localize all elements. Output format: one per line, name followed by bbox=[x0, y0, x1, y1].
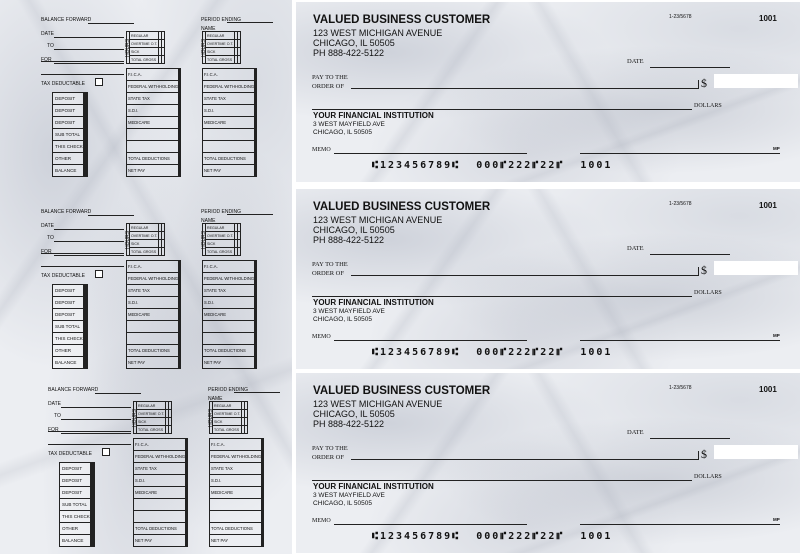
total-deductions-label-right: TOTAL DEDUCTIONS bbox=[210, 523, 262, 535]
register-row bbox=[60, 463, 95, 475]
register-row bbox=[60, 535, 95, 547]
bank-address-line-2: CHICAGO, IL 50505 bbox=[313, 316, 373, 323]
amount-box[interactable] bbox=[714, 445, 798, 459]
total-deductions-label: TOTAL DEDUCTIONS bbox=[127, 153, 179, 165]
ot-label-right: OVERTIME O.T. bbox=[214, 411, 241, 416]
register-row-label: DEPOSIT bbox=[53, 105, 84, 117]
stub-panel bbox=[0, 0, 292, 554]
ot-label: OVERTIME O.T. bbox=[131, 41, 158, 46]
tax-deductable-label: TAX DEDUCTABLE bbox=[48, 451, 92, 457]
check-number: 1001 bbox=[759, 385, 777, 394]
register-row bbox=[53, 357, 88, 369]
register-amount-cell[interactable] bbox=[86, 129, 87, 141]
register-row-label: OTHER bbox=[53, 345, 84, 357]
for-label: FOR bbox=[41, 249, 52, 255]
register-amount-cell[interactable] bbox=[93, 499, 94, 511]
to-line[interactable] bbox=[61, 419, 131, 420]
deductions-table-left bbox=[133, 438, 188, 547]
state-tax-label: STATE TAX bbox=[134, 463, 186, 475]
to-label: TO bbox=[54, 413, 61, 419]
date-line[interactable] bbox=[54, 229, 124, 230]
amount-words-line[interactable] bbox=[312, 109, 692, 110]
total-deductions-label-right: TOTAL DEDUCTIONS bbox=[203, 345, 255, 357]
bank-name: YOUR FINANCIAL INSTITUTION bbox=[313, 482, 434, 491]
sick-label-right: SICK bbox=[213, 418, 242, 426]
company-phone: PH 888-422-5122 bbox=[313, 235, 385, 245]
deposit-register bbox=[59, 462, 95, 547]
signature-line[interactable] bbox=[580, 340, 780, 341]
deductions-table-right bbox=[202, 68, 257, 177]
register-row bbox=[53, 141, 88, 153]
register-row bbox=[53, 117, 88, 129]
register-amount-cell[interactable] bbox=[86, 165, 87, 177]
net-pay-label-right: NET PAY bbox=[203, 357, 255, 369]
balance-forward-line[interactable] bbox=[88, 215, 134, 216]
for-line[interactable] bbox=[54, 63, 124, 64]
register-row bbox=[60, 511, 95, 523]
regular-label: REGULAR bbox=[137, 402, 166, 410]
total-gross-label: TOTAL GROSS bbox=[137, 426, 166, 434]
check bbox=[296, 373, 800, 553]
register-row bbox=[60, 499, 95, 511]
for-label: FOR bbox=[41, 57, 52, 63]
date-label: DATE bbox=[48, 401, 61, 407]
sdi-label-right: S.D.I. bbox=[210, 475, 262, 487]
name-label: NAME bbox=[201, 26, 216, 32]
sdi-label-right: S.D.I. bbox=[203, 105, 255, 117]
register-amount-cell[interactable] bbox=[93, 523, 94, 535]
regular-label-right: REGULAR bbox=[213, 402, 242, 410]
routing-fraction: 1-23/5678 bbox=[669, 201, 692, 207]
regular-label: REGULAR bbox=[130, 32, 159, 40]
pay-to-line-2: ORDER OF bbox=[312, 454, 344, 461]
register-row-label: THIS CHECK bbox=[53, 333, 84, 345]
total-gross-label-right: TOTAL GROSS bbox=[206, 248, 235, 256]
date-line[interactable] bbox=[650, 438, 730, 439]
register-row-label: THIS CHECK bbox=[60, 511, 91, 523]
tax-deductable-label: TAX DEDUCTABLE bbox=[41, 273, 85, 279]
mp-security-mark: MP bbox=[773, 517, 780, 522]
to-line[interactable] bbox=[54, 49, 124, 50]
micr-line bbox=[372, 531, 628, 542]
register-amount-cell[interactable] bbox=[86, 141, 87, 153]
register-amount-cell[interactable] bbox=[86, 321, 87, 333]
bank-address-line-1: 3 WEST MAYFIELD AVE bbox=[313, 492, 385, 499]
state-tax-label: STATE TAX bbox=[127, 285, 179, 297]
register-amount-cell[interactable] bbox=[93, 475, 94, 487]
tax-deductable-checkbox[interactable] bbox=[102, 448, 110, 456]
net-pay-label: NET PAY bbox=[134, 535, 186, 547]
hours-table-right bbox=[202, 31, 241, 64]
bank-address-line-2: CHICAGO, IL 50505 bbox=[313, 500, 373, 507]
register-amount-cell[interactable] bbox=[86, 333, 87, 345]
for-line-2[interactable] bbox=[48, 444, 131, 445]
date-label: DATE bbox=[627, 245, 644, 252]
payee-line-end bbox=[698, 80, 699, 89]
pay-to-label bbox=[312, 73, 348, 91]
ot-label-right: OVERTIME O.T. bbox=[207, 41, 234, 46]
register-row bbox=[53, 309, 88, 321]
medicare-label-right: MEDICARE bbox=[203, 117, 255, 129]
total-gross-label-right: TOTAL GROSS bbox=[206, 56, 235, 64]
sdi-label: S.D.I. bbox=[134, 475, 186, 487]
name-label: NAME bbox=[201, 218, 216, 224]
register-row bbox=[60, 475, 95, 487]
routing-fraction: 1-23/5678 bbox=[669, 14, 692, 20]
bank-address-line-1: 3 WEST MAYFIELD AVE bbox=[313, 308, 385, 315]
dollars-label: DOLLARS bbox=[694, 474, 722, 480]
register-row-label: DEPOSIT bbox=[53, 309, 84, 321]
hours-label-right: HOURS bbox=[201, 38, 207, 57]
state-tax-label-right: STATE TAX bbox=[203, 285, 255, 297]
pay-to-line-2: ORDER OF bbox=[312, 83, 344, 90]
federal-label-right: FEDERAL WITHHOLDING bbox=[203, 273, 255, 285]
register-amount-cell[interactable] bbox=[86, 153, 87, 165]
medicare-label: MEDICARE bbox=[134, 487, 186, 499]
for-line-2[interactable] bbox=[41, 266, 124, 267]
federal-label-right: FEDERAL WITHHOLDING bbox=[210, 451, 262, 463]
register-row-label: SUB TOTAL bbox=[53, 129, 84, 141]
to-label: TO bbox=[47, 235, 54, 241]
payee-line-end bbox=[698, 267, 699, 276]
balance-forward-line[interactable] bbox=[88, 23, 134, 24]
deductions-table-right bbox=[209, 438, 264, 547]
sick-label-right: SICK bbox=[206, 48, 235, 56]
register-amount-cell[interactable] bbox=[93, 463, 94, 475]
deductions-table-right bbox=[202, 260, 257, 369]
register-row bbox=[53, 345, 88, 357]
register-amount-cell[interactable] bbox=[86, 117, 87, 129]
state-tax-label-right: STATE TAX bbox=[203, 93, 255, 105]
register-row-label: THIS CHECK bbox=[53, 141, 84, 153]
fica-label-right: F.I.C.A. bbox=[203, 69, 255, 81]
dollar-sign: $ bbox=[701, 263, 707, 277]
micr-account: 000⑈222⑈22⑈ bbox=[476, 160, 565, 171]
check bbox=[296, 189, 800, 369]
state-tax-label: STATE TAX bbox=[127, 93, 179, 105]
total-deductions-label: TOTAL DEDUCTIONS bbox=[127, 345, 179, 357]
to-line[interactable] bbox=[54, 241, 124, 242]
check-number: 1001 bbox=[759, 14, 777, 23]
register-amount-cell[interactable] bbox=[86, 357, 87, 369]
hours-label: HOURS bbox=[125, 230, 131, 249]
hours-label: HOURS bbox=[132, 408, 138, 427]
ot-label-right: OVERTIME O.T. bbox=[207, 233, 234, 238]
pay-to-label bbox=[312, 444, 348, 462]
register-row-label: DEPOSIT bbox=[53, 117, 84, 129]
payee-line[interactable] bbox=[351, 459, 699, 460]
for-line[interactable] bbox=[54, 255, 124, 256]
register-row-label: BALANCE bbox=[53, 165, 84, 177]
tax-deductable-checkbox[interactable] bbox=[95, 270, 103, 278]
register-row-label: DEPOSIT bbox=[53, 93, 84, 105]
company-phone: PH 888-422-5122 bbox=[313, 48, 385, 58]
regular-label-right: REGULAR bbox=[206, 224, 235, 232]
state-tax-label-right: STATE TAX bbox=[210, 463, 262, 475]
company-address-line-2: CHICAGO, IL 50505 bbox=[313, 38, 395, 48]
for-line[interactable] bbox=[61, 433, 131, 434]
company-name: VALUED BUSINESS CUSTOMER bbox=[313, 201, 491, 213]
period-ending-line[interactable] bbox=[234, 392, 280, 393]
routing-fraction: 1-23/5678 bbox=[669, 385, 692, 391]
for-label: FOR bbox=[48, 427, 59, 433]
register-row-label: BALANCE bbox=[53, 357, 84, 369]
register-row-label: DEPOSIT bbox=[53, 297, 84, 309]
period-ending-label: PERIOD ENDING bbox=[208, 387, 249, 393]
total-deductions-label: TOTAL DEDUCTIONS bbox=[134, 523, 186, 535]
total-gross-label-right: TOTAL GROSS bbox=[213, 426, 242, 434]
deposit-register bbox=[52, 284, 88, 369]
balance-forward-label: BALANCE FORWARD bbox=[41, 17, 92, 23]
pay-to-label bbox=[312, 260, 348, 278]
date-line[interactable] bbox=[54, 37, 124, 38]
for-line-2[interactable] bbox=[41, 74, 124, 75]
deductions-table-left bbox=[126, 68, 181, 177]
company-name: VALUED BUSINESS CUSTOMER bbox=[313, 385, 491, 397]
balance-forward-label: BALANCE FORWARD bbox=[41, 209, 92, 215]
register-row-label: DEPOSIT bbox=[60, 487, 91, 499]
memo-label: MEMO bbox=[312, 518, 331, 524]
register-row-label: SUB TOTAL bbox=[53, 321, 84, 333]
company-address-line-2: CHICAGO, IL 50505 bbox=[313, 225, 395, 235]
memo-label: MEMO bbox=[312, 147, 331, 153]
bank-name: YOUR FINANCIAL INSTITUTION bbox=[313, 298, 434, 307]
medicare-label: MEDICARE bbox=[127, 117, 179, 129]
check bbox=[296, 2, 800, 182]
signature-line[interactable] bbox=[580, 153, 780, 154]
sdi-label: S.D.I. bbox=[127, 297, 179, 309]
register-row bbox=[53, 93, 88, 105]
check-number: 1001 bbox=[759, 201, 777, 210]
memo-line[interactable] bbox=[334, 524, 527, 525]
register-row bbox=[53, 165, 88, 177]
company-name: VALUED BUSINESS CUSTOMER bbox=[313, 14, 491, 26]
fica-label-right: F.I.C.A. bbox=[210, 439, 262, 451]
hours-table-right bbox=[209, 401, 248, 434]
register-row bbox=[53, 105, 88, 117]
register-row-label: OTHER bbox=[60, 523, 91, 535]
hours-table-left bbox=[126, 31, 165, 64]
micr-check-number: 1001 bbox=[580, 347, 613, 358]
mp-security-mark: MP bbox=[773, 333, 780, 338]
deposit-register bbox=[52, 92, 88, 177]
period-ending-label: PERIOD ENDING bbox=[201, 17, 242, 23]
date-label: DATE bbox=[627, 58, 644, 65]
register-row-label: DEPOSIT bbox=[53, 285, 84, 297]
sdi-label: S.D.I. bbox=[127, 105, 179, 117]
period-ending-line[interactable] bbox=[227, 22, 273, 23]
company-address-line-1: 123 WEST MICHIGAN AVENUE bbox=[313, 215, 443, 225]
register-row-label: DEPOSIT bbox=[60, 463, 91, 475]
company-address-line-1: 123 WEST MICHIGAN AVENUE bbox=[313, 399, 443, 409]
sick-label-right: SICK bbox=[206, 240, 235, 248]
period-ending-line[interactable] bbox=[227, 214, 273, 215]
fica-label: F.I.C.A. bbox=[127, 261, 179, 273]
to-line-2[interactable] bbox=[41, 253, 124, 254]
regular-label: REGULAR bbox=[130, 224, 159, 232]
balance-forward-line[interactable] bbox=[95, 393, 141, 394]
date-line[interactable] bbox=[61, 407, 131, 408]
pay-to-line-1: PAY TO THE bbox=[312, 261, 348, 268]
micr-routing: ⑆123456789⑆ bbox=[372, 531, 461, 542]
company-phone: PH 888-422-5122 bbox=[313, 419, 385, 429]
medicare-label: MEDICARE bbox=[127, 309, 179, 321]
tax-deductable-checkbox[interactable] bbox=[95, 78, 103, 86]
register-row-label: OTHER bbox=[53, 153, 84, 165]
register-amount-cell[interactable] bbox=[86, 345, 87, 357]
register-amount-cell[interactable] bbox=[93, 511, 94, 523]
register-row-label: BALANCE bbox=[60, 535, 91, 547]
signature-line[interactable] bbox=[580, 524, 780, 525]
sick-label: SICK bbox=[130, 48, 159, 56]
register-amount-cell[interactable] bbox=[86, 309, 87, 321]
bank-address-line-1: 3 WEST MAYFIELD AVE bbox=[313, 121, 385, 128]
payee-line-end bbox=[698, 451, 699, 460]
pay-to-line-1: PAY TO THE bbox=[312, 74, 348, 81]
date-line[interactable] bbox=[650, 254, 730, 255]
micr-routing: ⑆123456789⑆ bbox=[372, 347, 461, 358]
deductions-table-left bbox=[126, 260, 181, 369]
memo-line[interactable] bbox=[334, 153, 527, 154]
name-label: NAME bbox=[208, 396, 223, 402]
dollar-sign: $ bbox=[701, 447, 707, 461]
company-address-line-2: CHICAGO, IL 50505 bbox=[313, 409, 395, 419]
balance-forward-label: BALANCE FORWARD bbox=[48, 387, 99, 393]
register-row bbox=[60, 487, 95, 499]
memo-line[interactable] bbox=[334, 340, 527, 341]
hours-label-right: HOURS bbox=[208, 408, 214, 427]
register-row bbox=[53, 129, 88, 141]
register-row bbox=[53, 297, 88, 309]
hours-label-right: HOURS bbox=[201, 230, 207, 249]
payee-line[interactable] bbox=[351, 88, 699, 89]
to-line-2[interactable] bbox=[41, 61, 124, 62]
date-line[interactable] bbox=[650, 67, 730, 68]
company-address-line-1: 123 WEST MICHIGAN AVENUE bbox=[313, 28, 443, 38]
period-ending-label: PERIOD ENDING bbox=[201, 209, 242, 215]
medicare-label-right: MEDICARE bbox=[203, 309, 255, 321]
date-label: DATE bbox=[41, 31, 54, 37]
hours-label: HOURS bbox=[125, 38, 131, 57]
register-row bbox=[53, 153, 88, 165]
amount-box[interactable] bbox=[714, 74, 798, 88]
amount-box[interactable] bbox=[714, 261, 798, 275]
register-amount-cell[interactable] bbox=[86, 285, 87, 297]
total-deductions-label-right: TOTAL DEDUCTIONS bbox=[203, 153, 255, 165]
sdi-label-right: S.D.I. bbox=[203, 297, 255, 309]
federal-label: FEDERAL WITHHOLDING bbox=[134, 451, 186, 463]
register-row bbox=[53, 321, 88, 333]
federal-label-right: FEDERAL WITHHOLDING bbox=[203, 81, 255, 93]
register-row-label: SUB TOTAL bbox=[60, 499, 91, 511]
tax-deductable-label: TAX DEDUCTABLE bbox=[41, 81, 85, 87]
register-amount-cell[interactable] bbox=[93, 535, 94, 547]
sick-label: SICK bbox=[137, 418, 166, 426]
micr-account: 000⑈222⑈22⑈ bbox=[476, 531, 565, 542]
micr-line bbox=[372, 347, 628, 358]
date-label: DATE bbox=[627, 429, 644, 436]
register-amount-cell[interactable] bbox=[86, 297, 87, 309]
dollars-label: DOLLARS bbox=[694, 290, 722, 296]
bank-name: YOUR FINANCIAL INSTITUTION bbox=[313, 111, 434, 120]
federal-label: FEDERAL WITHHOLDING bbox=[127, 81, 179, 93]
fica-label-right: F.I.C.A. bbox=[203, 261, 255, 273]
register-row-label: DEPOSIT bbox=[60, 475, 91, 487]
register-amount-cell[interactable] bbox=[86, 93, 87, 105]
medicare-label-right: MEDICARE bbox=[210, 487, 262, 499]
hours-table-left bbox=[133, 401, 172, 434]
sick-label: SICK bbox=[130, 240, 159, 248]
pay-to-line-1: PAY TO THE bbox=[312, 445, 348, 452]
fica-label: F.I.C.A. bbox=[134, 439, 186, 451]
total-gross-label: TOTAL GROSS bbox=[130, 248, 159, 256]
pay-to-line-2: ORDER OF bbox=[312, 270, 344, 277]
mp-security-mark: MP bbox=[773, 146, 780, 151]
amount-words-line[interactable] bbox=[312, 296, 692, 297]
ot-label: OVERTIME O.T. bbox=[138, 411, 165, 416]
to-label: TO bbox=[47, 43, 54, 49]
amount-words-line[interactable] bbox=[312, 480, 692, 481]
memo-label: MEMO bbox=[312, 334, 331, 340]
micr-routing: ⑆123456789⑆ bbox=[372, 160, 461, 171]
net-pay-label-right: NET PAY bbox=[210, 535, 262, 547]
ot-label: OVERTIME O.T. bbox=[131, 233, 158, 238]
date-label: DATE bbox=[41, 223, 54, 229]
micr-check-number: 1001 bbox=[580, 160, 613, 171]
register-row bbox=[53, 333, 88, 345]
register-amount-cell[interactable] bbox=[86, 105, 87, 117]
regular-label-right: REGULAR bbox=[206, 32, 235, 40]
fica-label: F.I.C.A. bbox=[127, 69, 179, 81]
net-pay-label: NET PAY bbox=[127, 357, 179, 369]
total-gross-label: TOTAL GROSS bbox=[130, 56, 159, 64]
register-row bbox=[53, 285, 88, 297]
micr-check-number: 1001 bbox=[580, 531, 613, 542]
hours-table-right bbox=[202, 223, 241, 256]
net-pay-label-right: NET PAY bbox=[203, 165, 255, 177]
to-line-2[interactable] bbox=[48, 431, 131, 432]
dollars-label: DOLLARS bbox=[694, 103, 722, 109]
register-amount-cell[interactable] bbox=[93, 487, 94, 499]
net-pay-label: NET PAY bbox=[127, 165, 179, 177]
register-row bbox=[60, 523, 95, 535]
federal-label: FEDERAL WITHHOLDING bbox=[127, 273, 179, 285]
bank-address-line-2: CHICAGO, IL 50505 bbox=[313, 129, 373, 136]
micr-line bbox=[372, 160, 628, 171]
hours-table-left bbox=[126, 223, 165, 256]
dollar-sign: $ bbox=[701, 76, 707, 90]
micr-account: 000⑈222⑈22⑈ bbox=[476, 347, 565, 358]
payee-line[interactable] bbox=[351, 275, 699, 276]
